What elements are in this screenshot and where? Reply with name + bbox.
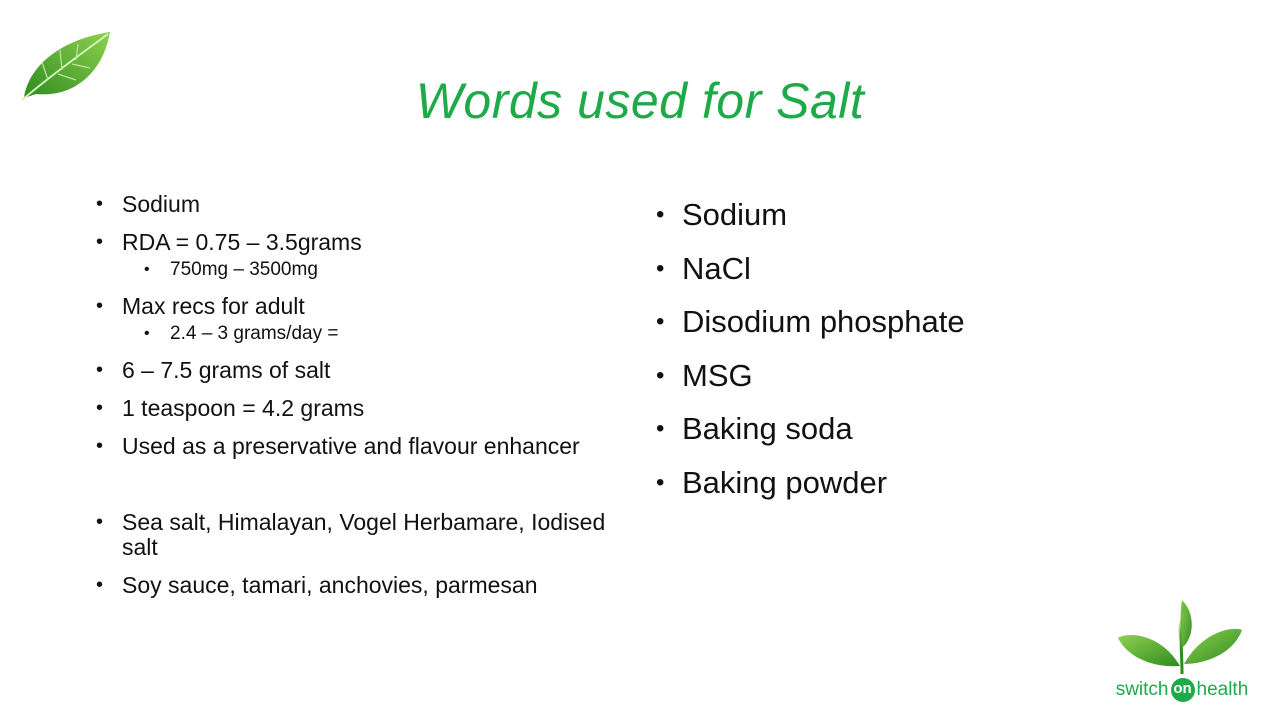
list-subitem: • 750mg – 3500mg: [96, 259, 616, 281]
list-item: • Baking powder: [656, 464, 1216, 502]
list-item: • RDA = 0.75 – 3.5grams: [96, 230, 616, 255]
slide-title: Words used for Salt: [415, 73, 865, 129]
logo-text-health: health: [1196, 679, 1249, 701]
list-item: • Used as a preservative and flavour enhancer: [96, 434, 616, 459]
right-bullet-list: [656, 196, 1216, 517]
logo-text: [1104, 678, 1260, 702]
logo-text-switch: switch: [1115, 679, 1169, 701]
logo-on-badge: on: [1171, 678, 1195, 702]
list-item: • NaCl: [656, 250, 1216, 288]
list-item: • Sodium: [656, 196, 1216, 234]
list-item: • MSG: [656, 357, 1216, 395]
list-item: • Sodium: [96, 192, 616, 217]
list-item: • Sea salt, Himalayan, Vogel Herbamare, Iodised salt: [96, 510, 616, 560]
sprout-icon: [1104, 598, 1260, 676]
list-subitem: • 2.4 – 3 grams/day =: [96, 323, 616, 345]
list-item: • Max recs for adult: [96, 294, 616, 319]
list-item: • 1 teaspoon = 4.2 grams: [96, 396, 616, 421]
list-item: • Baking soda: [656, 410, 1216, 448]
list-item: • Disodium phosphate: [656, 303, 1216, 341]
list-item: • Soy sauce, tamari, anchovies, parmesan: [96, 573, 616, 598]
left-bullet-list: [96, 192, 616, 598]
list-item: • 6 – 7.5 grams of salt: [96, 358, 616, 383]
switch-on-health-logo: [1104, 598, 1260, 708]
